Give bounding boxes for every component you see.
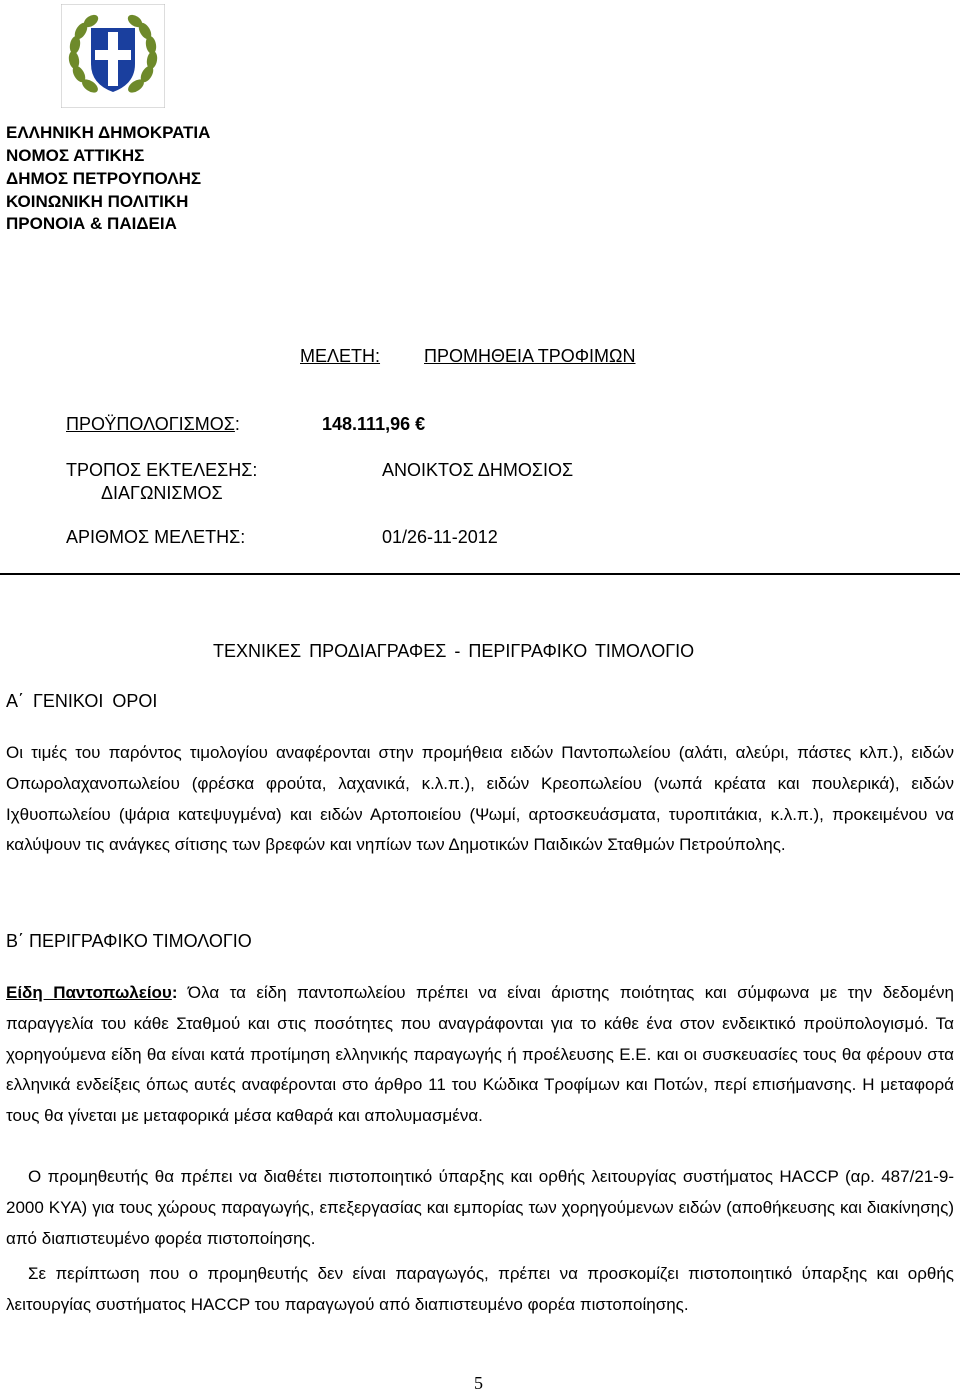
budget-label: ΠΡΟΫΠΟΛΟΓΙΣΜΟΣ bbox=[66, 414, 235, 434]
greek-coat-of-arms-emblem bbox=[61, 4, 165, 108]
method-label-line1: ΤΡΟΠΟΣ ΕΚΤΕΛΕΣΗΣ: bbox=[66, 460, 258, 480]
header-line-division: ΠΡΟΝΟΙΑ & ΠΑΙΔΕΙΑ bbox=[6, 214, 177, 233]
grocery-text: Όλα τα είδη παντοπωλείου πρέπει να είναι άριστης ποιότητας και σύμφωνα με την δεδομένη παραγγελία του κάθε Σταθμού και στις ποσότητες που αναγράφονται για το κάθε ένα στον ενδεικτικό προϋπολογισμό. Τα χορηγούμενα είδη θα είναι κατά προτίμηση ελληνικής παραγωγής ή προέλευσης Ε.Ε. και οι συσκευασίες τους θα φέρουν στα ελληνικά ενδείξεις όπως αυτές αναφέρονται στο άρθρο 11 του Κώδικα Τροφίμων και Ποτών, περί επισήμανσης. Η μεταφορά τους θα γίνεται με μεταφορικά μέσα καθαρά και απολυμασμένα. bbox=[6, 983, 954, 1126]
section-divider bbox=[0, 573, 960, 575]
header-line-prefecture: ΝΟΜΟΣ ΑΤΤΙΚΗΣ bbox=[6, 146, 145, 165]
grocery-lead-colon: : bbox=[171, 983, 178, 1002]
budget-colon: : bbox=[234, 414, 240, 434]
study-value: ΠΡΟΜΗΘΕΙΑ ΤΡΟΦΙΜΩΝ bbox=[424, 346, 636, 366]
study-number-label: ΑΡΙΘΜΟΣ ΜΕΛΕΤΗΣ: bbox=[66, 527, 246, 547]
study-number-value: 01/26-11-2012 bbox=[382, 527, 498, 547]
study-label: ΜΕΛΕΤΗ: bbox=[300, 346, 381, 366]
method-value: ΑΝΟΙΚΤΟΣ ΔΗΜΟΣΙΟΣ bbox=[382, 460, 574, 480]
budget-row bbox=[66, 414, 240, 435]
grocery-lead-label: Είδη Παντοπωλείου bbox=[6, 983, 172, 1002]
header-line-municipality: ΔΗΜΟΣ ΠΕΤΡΟΥΠΟΛΗΣ bbox=[6, 169, 202, 188]
section-a-paragraph: Οι τιμές του παρόντος τιμολογίου αναφέρονται στην προμήθεια ειδών Παντοπωλείου (αλάτι, αλεύρι, πάστες κλπ.), ειδών Οπωρολαχανοπωλείου (φρέσκα φρούτα, λαχανικά, κ.λ.π.), ειδών Κρεοπωλείου (νωπά κρέατα και πουλερικά), ειδών Ιχθυοπωλείου (ψάρια κατεψυγμένα) και ειδών Αρτοποιείου (Ψωμί, αρτοσκευάσματα, τυροπιτάκια, κ.λ.π.), προκειμένου να καλύψουν τις ανάγκες σίτισης των βρεφών και νηπίων των Δημοτικών Παιδικών Σταθμών Πετρούπολης. bbox=[6, 743, 954, 855]
section-b-paragraph-3: Σε περίπτωση που ο προμηθευτής δεν είναι παραγωγός, πρέπει να προσκομίζει πιστοποιητικό ύπαρξης και ορθής λειτουργίας συστήματος HACCP του παραγωγού από διαπιστευμένο φορέα πιστοποίησης. bbox=[6, 1264, 954, 1314]
page-title: ΤΕΧΝΙΚΕΣ ΠΡΟΔΙΑΓΡΑΦΕΣ - ΠΕΡΙΓΡΑΦΙΚΟ ΤΙΜΟΛΟΓΙΟ bbox=[213, 641, 695, 661]
header-line-republic: ΕΛΛΗΝΙΚΗ ΔΗΜΟΚΡΑΤΙΑ bbox=[6, 123, 211, 142]
header-line-department: ΚΟΙΝΩΝΙΚΗ ΠΟΛΙΤΙΚΗ bbox=[6, 192, 189, 211]
page-number: 5 bbox=[474, 1373, 483, 1393]
section-b-title: Β΄ ΠΕΡΙΓΡΑΦΙΚΟ ΤΙΜΟΛΟΓΙΟ bbox=[6, 931, 252, 951]
budget-value: 148.111,96 € bbox=[322, 414, 426, 434]
section-a-title: Α΄ ΓΕΝΙΚΟΙ ΟΡΟΙ bbox=[6, 691, 158, 711]
method-label-line2: ΔΙΑΓΩΝΙΣΜΟΣ bbox=[101, 483, 223, 503]
section-b-paragraph-1 bbox=[6, 978, 954, 1132]
section-b-paragraph-2: Ο προμηθευτής θα πρέπει να διαθέτει πιστοποιητικό ύπαρξης και ορθής λειτουργίας συστήματος HACCP (αρ. 487/21-9-2000 ΚΥΑ) για τους χώρους παραγωγής, επεξεργασίας και εμπορίας των χορηγούμενων ειδών (αποθήκευσης και διακίνησης) από διαπιστευμένο φορέα πιστοποίησης. bbox=[6, 1167, 954, 1248]
